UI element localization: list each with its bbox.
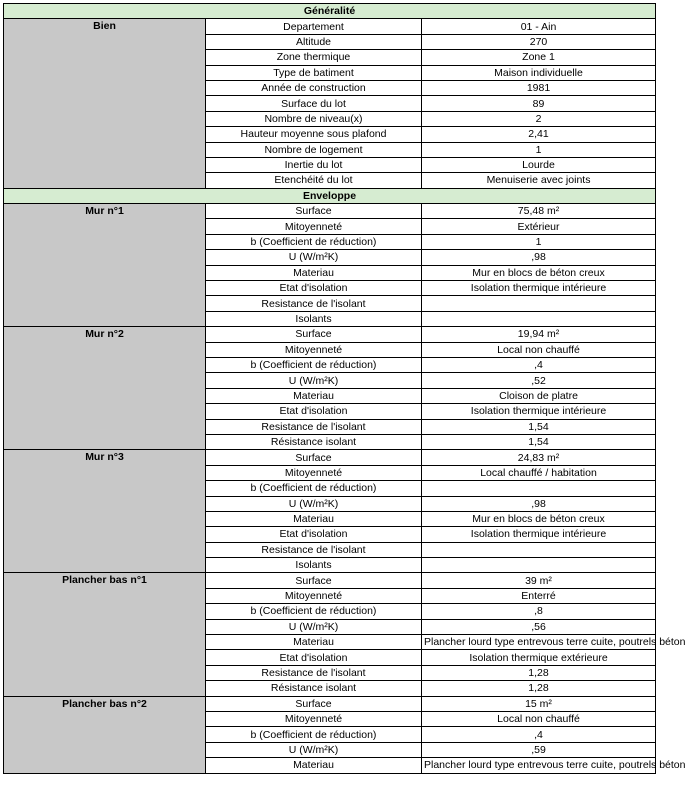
property-value: ,56	[422, 619, 656, 634]
property-name: Etenchéité du lot	[206, 173, 422, 188]
property-name: Isolants	[206, 311, 422, 326]
property-value: Plancher lourd type entrevous terre cuite, poutrels béton	[422, 635, 656, 650]
group-label: Mur n°2	[4, 327, 206, 450]
property-value: ,8	[422, 604, 656, 619]
property-name: U (W/m²K)	[206, 742, 422, 757]
property-value: ,59	[422, 742, 656, 757]
property-value: 24,83 m²	[422, 450, 656, 465]
table-row	[4, 327, 656, 342]
table-row	[4, 19, 656, 34]
property-value: Isolation thermique intérieure	[422, 527, 656, 542]
group-label: Mur n°3	[4, 450, 206, 573]
property-value: Menuiserie avec joints	[422, 173, 656, 188]
property-name: Surface du lot	[206, 96, 422, 111]
property-value: 89	[422, 96, 656, 111]
property-value: Local non chauffé	[422, 342, 656, 357]
property-name: Mitoyenneté	[206, 219, 422, 234]
property-name: Hauteur moyenne sous plafond	[206, 127, 422, 142]
table-body	[4, 4, 686, 774]
group-label: Plancher bas n°1	[4, 573, 206, 696]
property-name: Zone thermique	[206, 50, 422, 65]
property-name: U (W/m²K)	[206, 373, 422, 388]
property-value: Mur en blocs de béton creux	[422, 511, 656, 526]
property-value: 1,28	[422, 665, 656, 680]
property-value: 19,94 m²	[422, 327, 656, 342]
property-name: Altitude	[206, 34, 422, 49]
property-name: Mitoyenneté	[206, 342, 422, 357]
property-value: 75,48 m²	[422, 204, 656, 219]
property-name: Surface	[206, 573, 422, 588]
property-value: Isolation thermique intérieure	[422, 281, 656, 296]
property-name: b (Coefficient de réduction)	[206, 727, 422, 742]
property-value: 39 m²	[422, 573, 656, 588]
property-name: Resistance de l'isolant	[206, 419, 422, 434]
property-name: Materiau	[206, 511, 422, 526]
section-title: Enveloppe	[4, 188, 656, 203]
property-name: Type de batiment	[206, 65, 422, 80]
property-name: Materiau	[206, 635, 422, 650]
property-name: Etat d'isolation	[206, 527, 422, 542]
property-value: 15 m²	[422, 696, 656, 711]
property-name: Departement	[206, 19, 422, 34]
property-value: Local non chauffé	[422, 711, 656, 726]
property-value: 1	[422, 234, 656, 249]
section-title: Généralité	[4, 4, 656, 19]
property-name: b (Coefficient de réduction)	[206, 604, 422, 619]
property-value: Local chauffé / habitation	[422, 465, 656, 480]
property-name: Materiau	[206, 388, 422, 403]
property-name: b (Coefficient de réduction)	[206, 481, 422, 496]
property-name: Mitoyenneté	[206, 465, 422, 480]
property-name: Isolants	[206, 558, 422, 573]
group-label: Bien	[4, 19, 206, 188]
property-value: 1,28	[422, 681, 656, 696]
property-name: Etat d'isolation	[206, 650, 422, 665]
property-name: Surface	[206, 450, 422, 465]
group-label: Plancher bas n°2	[4, 696, 206, 773]
property-name: Surface	[206, 204, 422, 219]
property-name: U (W/m²K)	[206, 250, 422, 265]
table-row	[4, 450, 656, 465]
property-name: Mitoyenneté	[206, 588, 422, 603]
section-header-row	[4, 188, 656, 203]
property-value	[422, 311, 656, 326]
property-value: 2	[422, 111, 656, 126]
property-name: Surface	[206, 696, 422, 711]
property-value: 1	[422, 142, 656, 157]
property-name: Resistance de l'isolant	[206, 296, 422, 311]
property-value: Extérieur	[422, 219, 656, 234]
property-value: Maison individuelle	[422, 65, 656, 80]
property-value	[422, 558, 656, 573]
group-label: Mur n°1	[4, 204, 206, 327]
property-name: Resistance de l'isolant	[206, 665, 422, 680]
property-name: Année de construction	[206, 80, 422, 95]
property-value: 1,54	[422, 434, 656, 449]
property-value: Isolation thermique extérieure	[422, 650, 656, 665]
property-value: 01 - Ain	[422, 19, 656, 34]
property-value: 2,41	[422, 127, 656, 142]
property-name: Resistance de l'isolant	[206, 542, 422, 557]
property-value	[422, 296, 656, 311]
table-row	[4, 573, 656, 588]
property-name: Surface	[206, 327, 422, 342]
property-value: Lourde	[422, 157, 656, 172]
property-name: U (W/m²K)	[206, 496, 422, 511]
property-name: Nombre de logement	[206, 142, 422, 157]
property-value: Mur en blocs de béton creux	[422, 265, 656, 280]
property-value: Isolation thermique intérieure	[422, 404, 656, 419]
property-value: Cloison de platre	[422, 388, 656, 403]
property-name: U (W/m²K)	[206, 619, 422, 634]
property-name: Résistance isolant	[206, 434, 422, 449]
property-value: Zone 1	[422, 50, 656, 65]
section-header-row	[4, 4, 656, 19]
property-name: Etat d'isolation	[206, 404, 422, 419]
property-name: Nombre de niveau(x)	[206, 111, 422, 126]
property-value: ,4	[422, 727, 656, 742]
property-value: ,98	[422, 496, 656, 511]
property-value: 1,54	[422, 419, 656, 434]
property-value: ,98	[422, 250, 656, 265]
property-name: Etat d'isolation	[206, 281, 422, 296]
property-name: Materiau	[206, 265, 422, 280]
property-value: ,52	[422, 373, 656, 388]
property-value	[422, 542, 656, 557]
property-value	[422, 481, 656, 496]
property-value: 270	[422, 34, 656, 49]
property-data-table	[3, 3, 686, 774]
table-row	[4, 204, 656, 219]
property-value: Plancher lourd type entrevous terre cuite, poutrels béton	[422, 758, 656, 773]
property-name: Materiau	[206, 758, 422, 773]
property-name: Résistance isolant	[206, 681, 422, 696]
property-value: 1981	[422, 80, 656, 95]
table-row	[4, 696, 656, 711]
property-value: Enterré	[422, 588, 656, 603]
property-name: b (Coefficient de réduction)	[206, 357, 422, 372]
property-name: Mitoyenneté	[206, 711, 422, 726]
property-value: ,4	[422, 357, 656, 372]
property-name: Inertie du lot	[206, 157, 422, 172]
property-name: b (Coefficient de réduction)	[206, 234, 422, 249]
